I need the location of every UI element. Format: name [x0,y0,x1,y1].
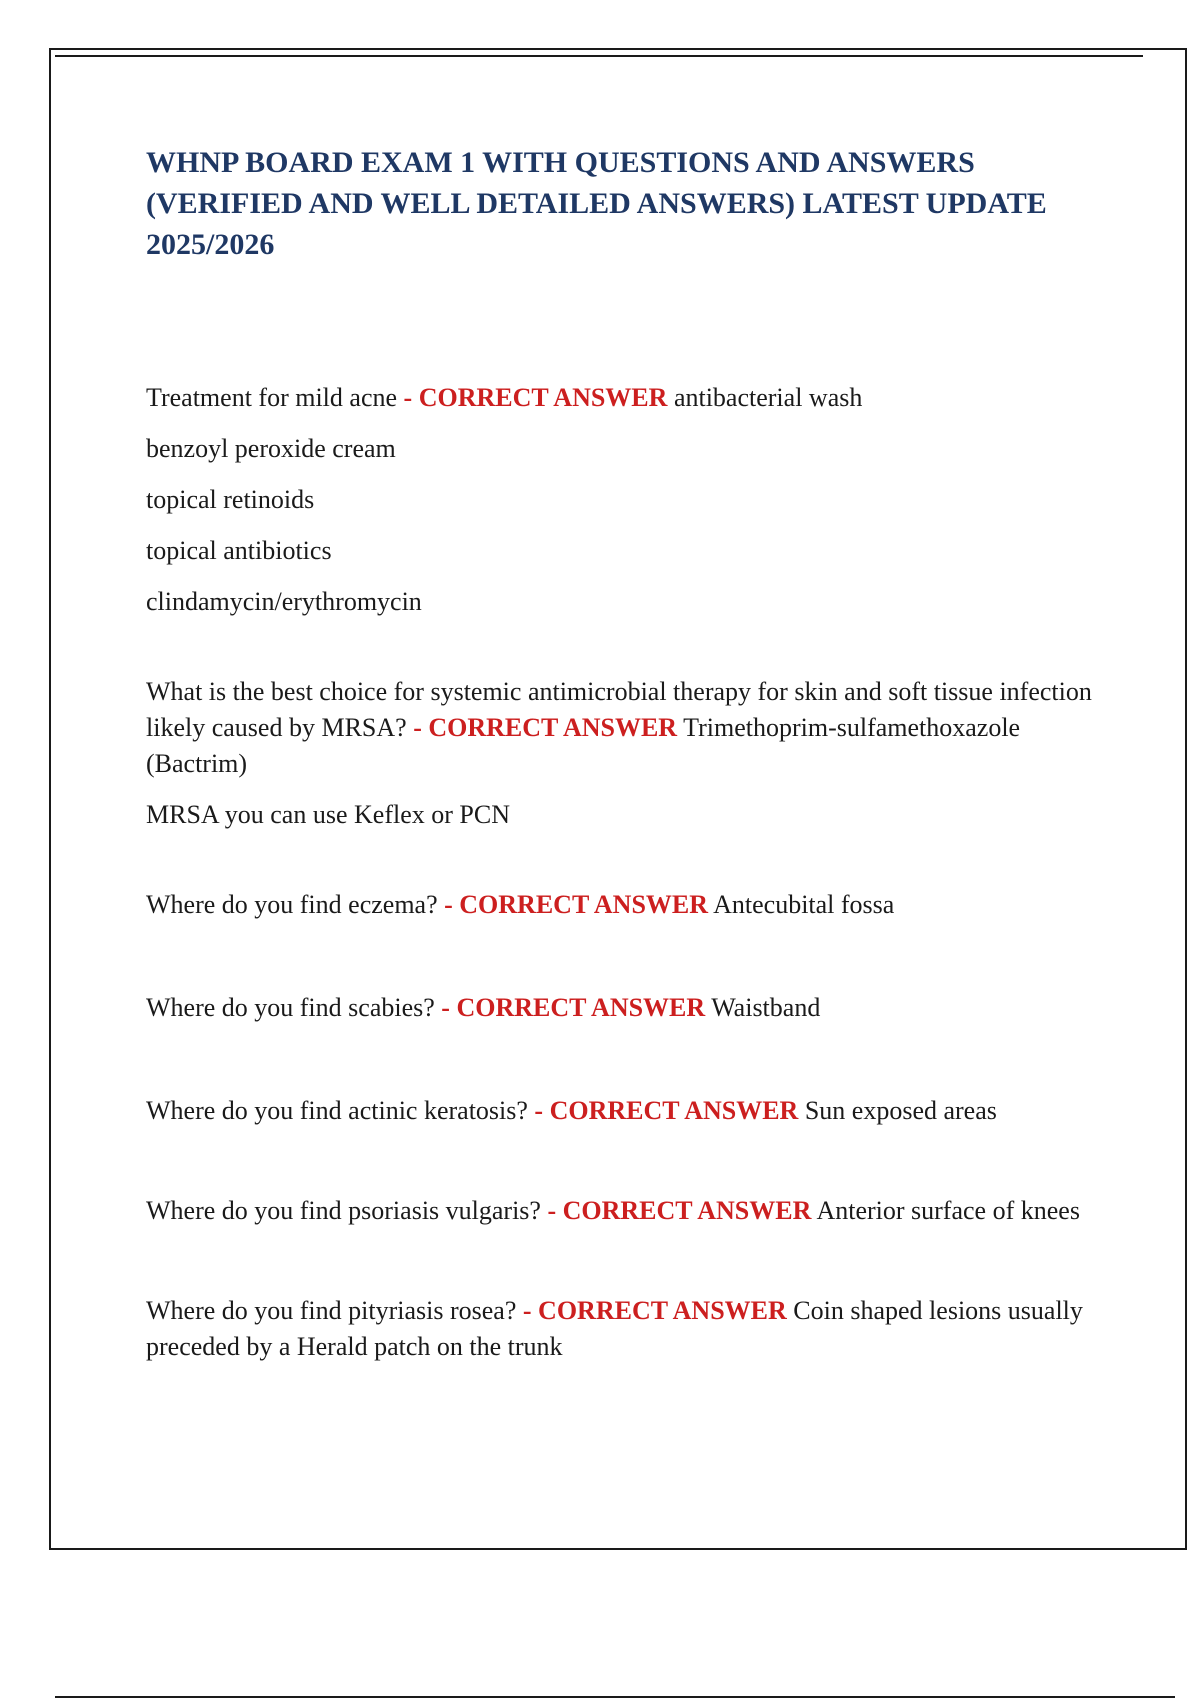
qa-item [146,1293,1096,1365]
qa-item [146,380,1096,620]
qa-question-line [146,1293,1096,1365]
correct-answer-marker: - CORRECT ANSWER [444,890,709,919]
question-text: Treatment for mild acne [146,383,398,412]
answer-text: Waistband [711,993,821,1022]
qa-item [146,887,1096,923]
question-text: Where do you find scabies? [146,993,435,1022]
correct-answer-marker: - CORRECT ANSWER [403,383,668,412]
qa-question-line [146,1093,1096,1129]
qa-question-line [146,674,1096,782]
correct-answer-marker: - CORRECT ANSWER [413,713,678,742]
correct-answer-marker: - CORRECT ANSWER [522,1296,787,1325]
question-text: Where do you find psoriasis vulgaris? [146,1196,541,1225]
qa-question-line [146,887,1096,923]
qa-item [146,990,1096,1026]
document-title: WHNP BOARD EXAM 1 WITH QUESTIONS AND ANSWERS (VERIFIED AND WELL DETAILED ANSWERS) LATEST UPDATE 2025/2026 [146,146,1047,261]
qa-item [146,1193,1096,1229]
answer-detail-line: benzoyl peroxide cream [146,434,396,463]
qa-item [146,1093,1096,1129]
qa-item [146,674,1096,833]
qa-question-line [146,1193,1096,1229]
answer-text: Sun exposed areas [804,1096,997,1125]
qa-question-line [146,380,1096,416]
qa-list [146,380,1096,1365]
answer-detail-line: topical antibiotics [146,536,332,565]
question-text: What is the best choice for systemic antimicrobial therapy for skin and soft tissue infection likely caused by MRSA? [146,677,1092,742]
question-text: Where do you find pityriasis rosea? [146,1296,517,1325]
answer-detail-line: MRSA you can use Keflex or PCN [146,800,510,829]
question-text: Where do you find eczema? [146,890,438,919]
correct-answer-marker: - CORRECT ANSWER [534,1096,799,1125]
question-text: Where do you find actinic keratosis? [146,1096,528,1125]
answer-detail-line: clindamycin/erythromycin [146,587,422,616]
bottom-rule [55,1696,1175,1698]
top-rule [55,55,1143,57]
answer-text: Antecubital fossa [713,890,895,919]
correct-answer-marker: - CORRECT ANSWER [547,1196,812,1225]
answer-text: antibacterial wash [673,383,863,412]
answer-text: Coin shaped lesions usually preceded by a Herald patch on the trunk [146,1296,1083,1361]
answer-text: Trimethoprim-sulfamethoxazole (Bactrim) [146,713,1021,778]
qa-question-line [146,990,1096,1026]
answer-detail-line: topical retinoids [146,485,315,514]
answer-text: Anterior surface of knees [816,1196,1080,1225]
correct-answer-marker: - CORRECT ANSWER [441,993,706,1022]
